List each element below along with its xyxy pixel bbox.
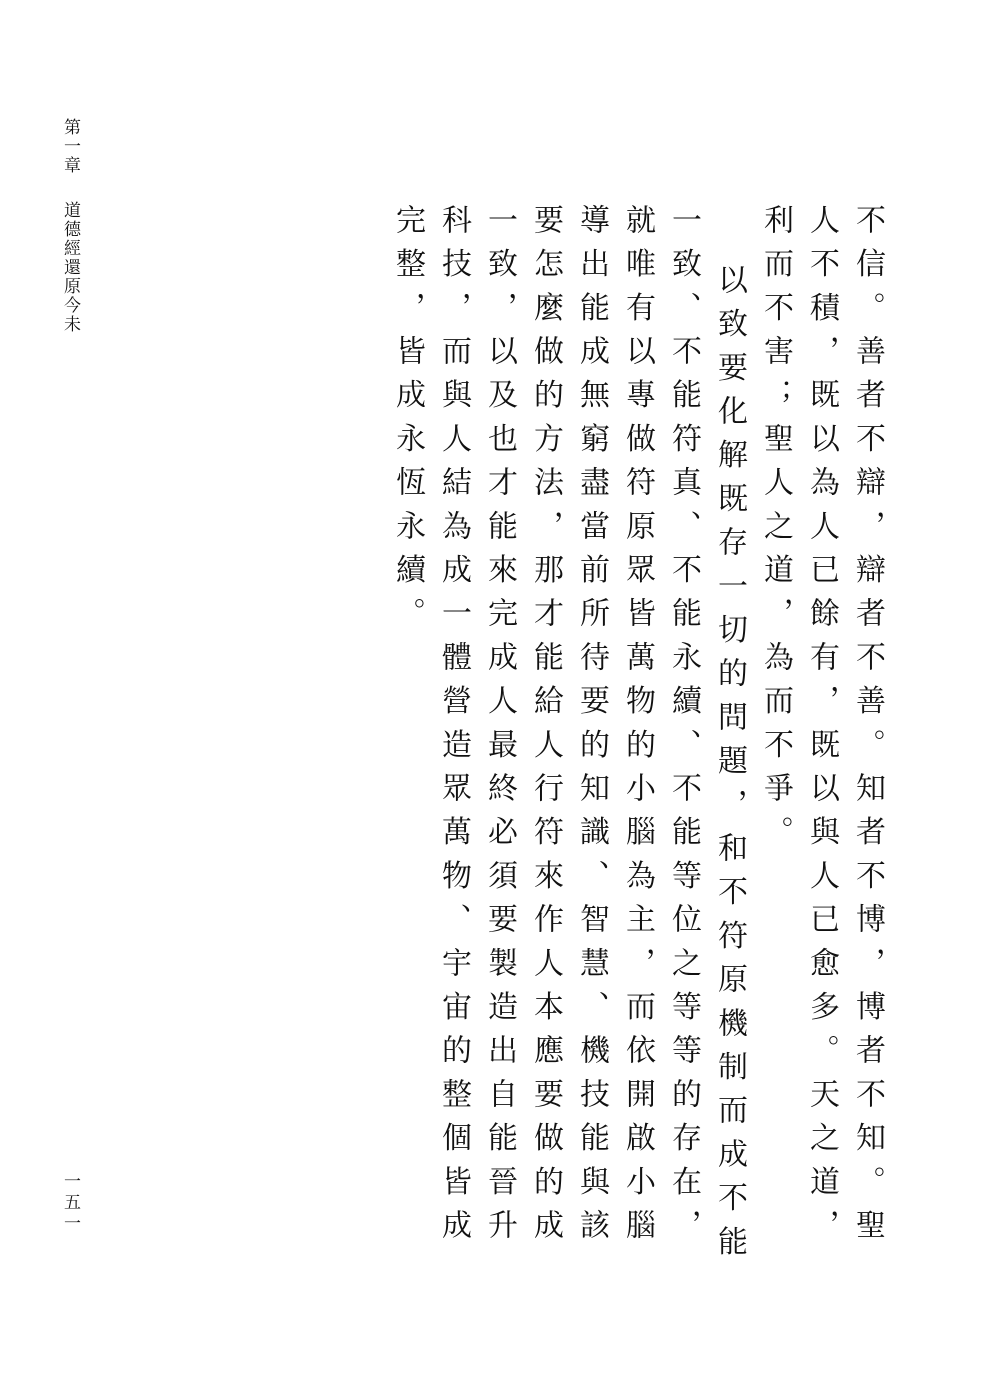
book-title: 道德經還原今未: [60, 201, 80, 334]
paragraph-1: 不信。善者不辯，辯者不善。知者不博，博者不知。聖人不積，既以為人已餘有，既以與人已愈多。天之道，利而不害；聖人之道，為而不爭。: [758, 204, 885, 1253]
running-head: [58, 118, 82, 334]
chapter-label: 第一章: [60, 118, 80, 175]
body-text: [384, 204, 890, 1284]
paragraph-2: 以致要化解既存一切的問題，和不符原機制而成不能一致、不能符真、不能永續、不能等位之等等的存在，就唯有以專做符原眾皆萬物的小腦為主，而依開啟小腦導出能成無窮盡當前所待要的知識、智慧、機技能與該要怎麼做的方法，那才能給人行符來作人本應要做的成一致，以及也才能來完成人最終必須要製造出自能晉升科技，而與人結為成一體營造眾萬物、宇宙的整個皆成完整，皆成永恆永續。: [390, 204, 747, 1270]
page-number: 一五一: [60, 1172, 80, 1235]
